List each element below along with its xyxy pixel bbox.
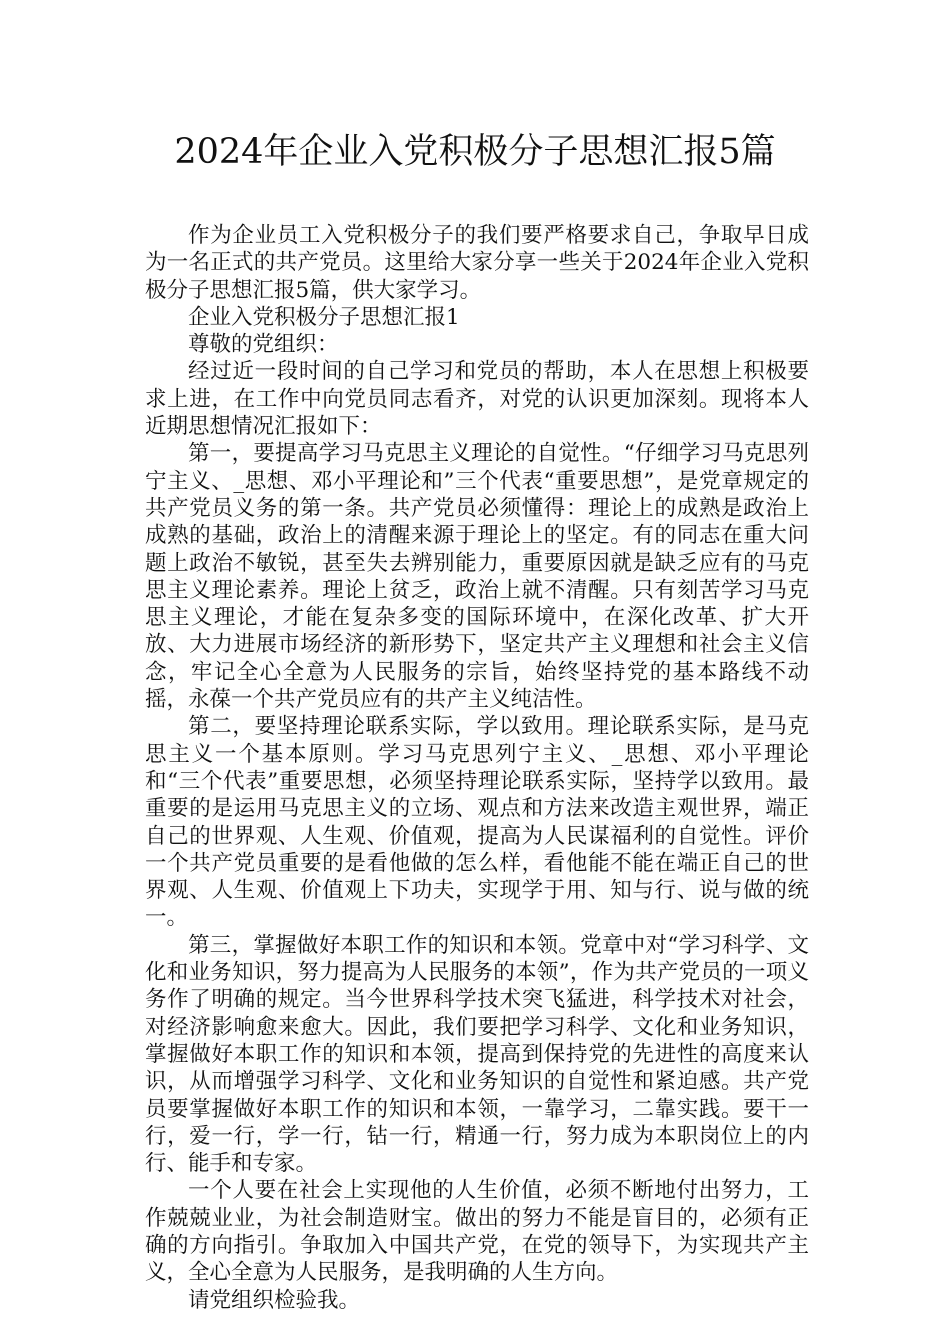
- body-paragraph: 第一，要提高学习马克思主义理论的自觉性。“仔细学习马克思列宁主义、_思想、邓小平理论和”三个代表“重要思想”，是党章规定的共产党员义务的第一条。共产党员必须懂得：理论上的成熟是政治上成熟的基础，政治上的清醒来源于理论上的坚定。有的同志在重大问题上政治不敏锐，甚至失去辨别能力，重要原因就是缺乏应有的马克思主义理论素养。理论上贫乏，政治上就不清醒。只有刻苦学习马克思主义理论，才能在复杂多变的国际环境中，在深化改革、扩大开放、大力进展市场经济的新形势下，坚定共产主义理想和社会主义信念，牢记全心全意为人民服务的宗旨，始终坚持党的基本路线不动摇，永葆一个共产党员应有的共产主义纯洁性。: [145, 441, 809, 713]
- intro-paragraph: 作为企业员工入党积极分子的我们要严格要求自己，争取早日成为一名正式的共产党员。这里给大家分享一些关于2024年企业入党积极分子思想汇报5篇，供大家学习。: [145, 223, 810, 303]
- body-paragraph: 经过近一段时间的自己学习和党员的帮助，本人在思想上积极要求上进，在工作中向党员同志看齐，对党的认识更加深刻。现将本人近期思想情况汇报如下：: [145, 359, 809, 440]
- salutation: 尊敬的党组织：: [188, 332, 339, 358]
- closing-line: 请党组织检验我。: [188, 1287, 361, 1313]
- document-body: [145, 222, 809, 1314]
- body-paragraph: 一个人要在社会上实现他的人生价值，必须不断地付出努力，工作兢兢业业，为社会制造财宝。做出的努力不能是盲目的，必须有正确的方向指引。争取加入中国共产党，在党的领导下，为实现共产主义，全心全意为人民服务，是我明确的人生方向。: [145, 1178, 809, 1286]
- section-heading: 企业入党积极分子思想汇报1: [188, 304, 460, 330]
- document-title: 2024年企业入党积极分子思想汇报5篇: [174, 132, 776, 172]
- body-paragraph: 第三，掌握做好本职工作的知识和本领。党章中对“学习科学、文化和业务知识，努力提高为人民服务的本领”，作为共产党员的一项义务作了明确的规定。当今世界科学技术突飞猛进，科学技术对社会，对经济影响愈来愈大。因此，我们要把学习科学、文化和业务知识，掌握做好本职工作的知识和本领，提高到保持党的先进性的高度来认识，从而增强学习科学、文化和业务知识的自觉性和紧迫感。共产党员要掌握做好本职工作的知识和本领，一靠学习，二靠实践。要干一行，爱一行，学一行，钻一行，精通一行，努力成为本职岗位上的内行、能手和专家。: [145, 932, 809, 1177]
- body-paragraph: 第二，要坚持理论联系实际，学以致用。理论联系实际，是马克思主义一个基本原则。学习马克思列宁主义、_思想、邓小平理论和“三个代表”重要思想，必须坚持理论联系实际，坚持学以致用。最重要的是运用马克思主义的立场、观点和方法来改造主观世界，端正自己的世界观、人生观、价值观，提高为人民谋福利的自觉性。评价一个共产党员重要的是看他做的怎么样，看他能不能在端正自己的世界观、人生观、价值观上下功夫，实现学于用、知与行、说与做的统一。: [145, 714, 809, 931]
